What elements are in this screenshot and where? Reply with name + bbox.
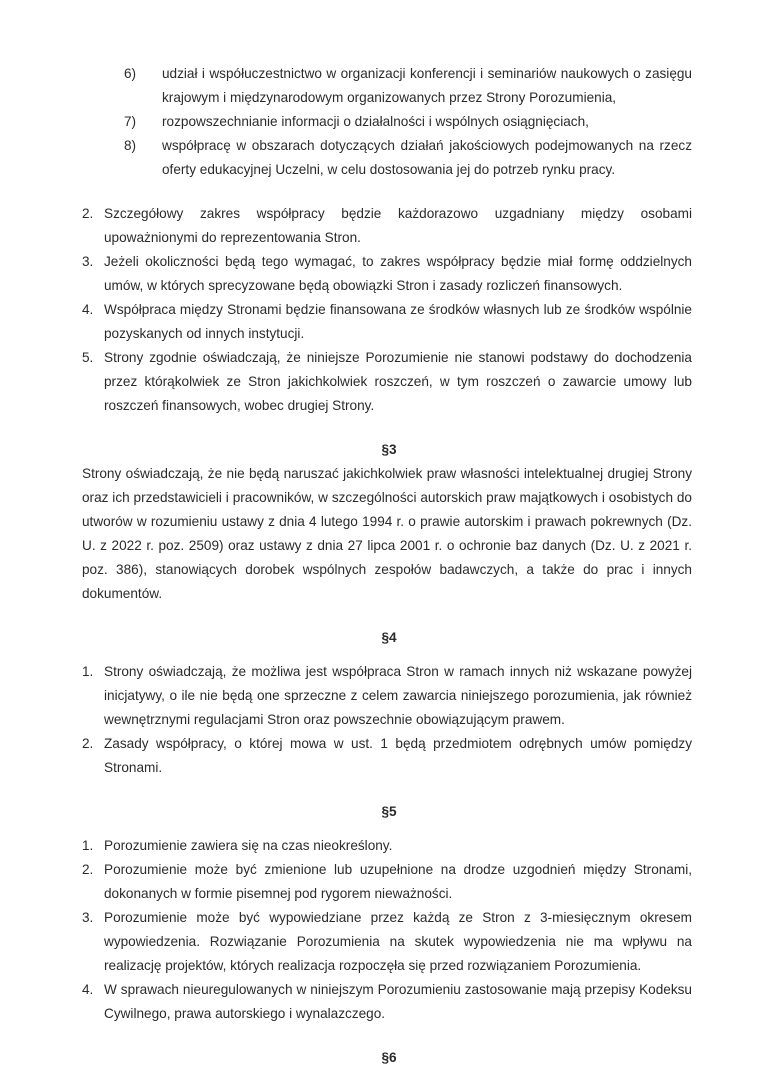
list-item: 5. Strony zgodnie oświadczają, że niniejsze Porozumienie nie stanowi podstawy do dochodzenia przez którąkolwiek ze Stron jakichkolwiek roszczeń, w tym roszczeń o zawarcie umowy lub roszczeń finansowych, wobec drugiej Strony. — [82, 350, 692, 413]
list-item: 2. Porozumienie może być zmienione lub uzupełnione na drodze uzgodnień między Stronami, dokonanych w formie pisemnej pod rygorem nieważności. — [82, 862, 692, 901]
section5-list — [82, 834, 692, 1026]
list-item: 3. Porozumienie może być wypowiedziane przez każdą ze Stron z 3-miesięcznym okresem wypowiedzenia. Rozwiązanie Porozumienia na skutek wypowiedzenia nie ma wpływu na realizację projektów, których realizacja rozpoczęła się przed rozwiązaniem Porozumienia. — [82, 910, 692, 973]
section4-heading: §4 — [381, 630, 397, 645]
section3-paragraph: Strony oświadczają, że nie będą naruszać jakichkolwiek praw własności intelektualnej drugiej Strony oraz ich przedstawicieli i pracowników, w szczególności autorskich praw majątkowych i osobistych do utworów w rozumieniu ustawy z dnia 4 lutego 1994 r. o prawie autorskim i prawach pokrewnych (Dz. U. z 2022 r. poz. 2509) oraz ustawy z dnia 27 lipca 2001 r. o ochronie baz danych (Dz. U. z 2021 r. poz. 386), stanowiących dorobek wspólnych zespołów badawczych, a także do prac i innych dokumentów. — [82, 466, 692, 601]
list-item: 2. Zasady współpracy, o której mowa w ust. 1 będą przedmiotem odrębnych umów pomiędzy Stronami. — [82, 736, 692, 775]
list-item: 1. Porozumienie zawiera się na czas nieokreślony. — [82, 838, 393, 853]
section3-heading: §3 — [381, 442, 397, 457]
section6-heading: §6 — [381, 1050, 397, 1065]
section5-heading: §5 — [381, 804, 397, 819]
list-item: 3. Jeżeli okoliczności będą tego wymagać, to zakres współpracy będzie miał formę oddzielnych umów, w których sprecyzowane będą obowiązki Stron i zasady rozliczeń finansowych. — [82, 254, 692, 293]
list-item: 4. W sprawach nieuregulowanych w niniejszym Porozumieniu zastosowanie mają przepisy Kodeksu Cywilnego, prawa autorskiego i wynalazczego. — [82, 982, 692, 1021]
sub-list — [124, 62, 692, 182]
list-item: 8) współpracę w obszarach dotyczących działań jakościowych podejmowanych na rzecz oferty edukacyjnej Uczelni, w celu dostosowania jej do potrzeb rynku pracy. — [124, 138, 692, 177]
list-item: 7) rozpowszechnianie informacji o działalności i wspólnych osiągnięciach, — [124, 114, 589, 129]
list-item: 2. Szczegółowy zakres współpracy będzie każdorazowo uzgadniany między osobami upoważnionymi do reprezentowania Stron. — [82, 206, 692, 245]
section2-list — [82, 202, 692, 418]
section4-list — [82, 660, 692, 780]
list-item: 6) udział i współuczestnictwo w organizacji konferencji i seminariów naukowych o zasięgu krajowym i międzynarodowym organizowanych przez Strony Porozumienia, — [124, 66, 692, 105]
list-item: 4. Współpraca między Stronami będzie finansowana ze środków własnych lub ze środków wspólnie pozyskanych od innych instytucji. — [82, 302, 692, 341]
list-item: 1. Strony oświadczają, że możliwa jest współpraca Stron w ramach innych niż wskazane powyżej inicjatywy, o ile nie będą one sprzeczne z celem zawarcia niniejszego porozumienia, jak również wewnętrznymi regulacjami Stron oraz powszechnie obowiązującym prawem. — [82, 664, 692, 727]
